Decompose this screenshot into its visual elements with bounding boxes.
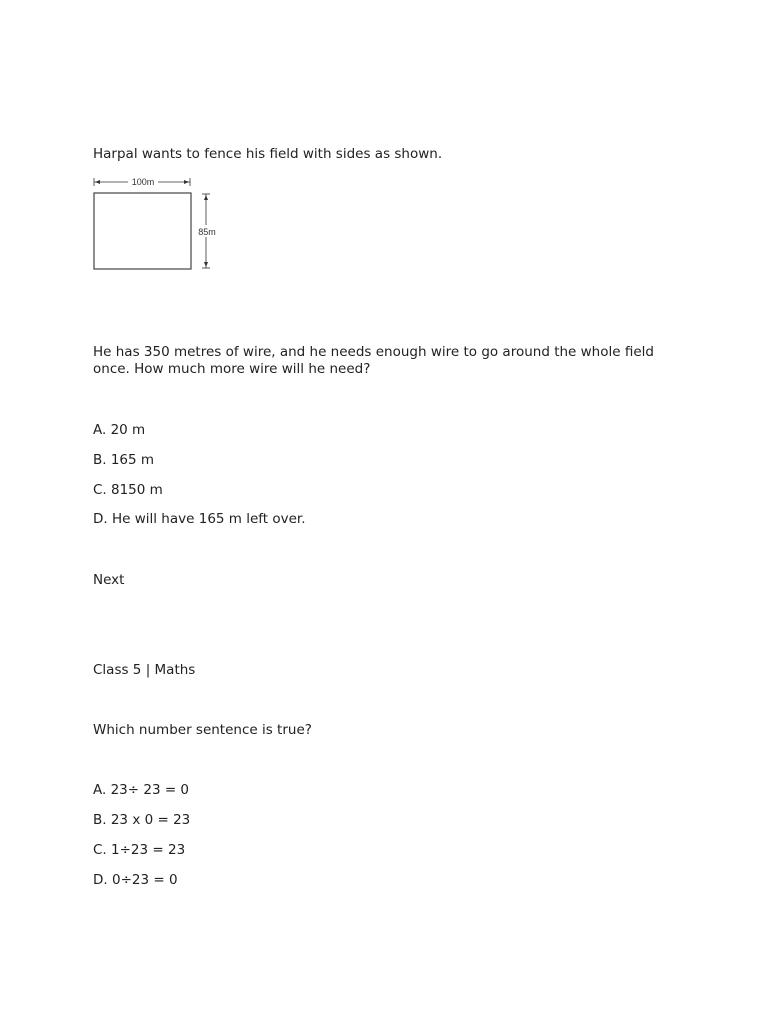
question1-option-d[interactable]: D. He will have 165 m left over. xyxy=(93,511,306,527)
width-label: 100m xyxy=(131,177,155,187)
question2-option-a[interactable]: A. 23÷ 23 = 0 xyxy=(93,782,190,798)
height-label: 85m xyxy=(198,227,216,237)
width-arrow-left xyxy=(95,180,100,184)
field-rectangle xyxy=(94,193,191,269)
question2-option-c[interactable]: C. 1÷23 = 23 xyxy=(93,842,186,858)
field-diagram xyxy=(88,172,228,276)
next-link[interactable]: Next xyxy=(93,572,125,588)
question2-option-d[interactable]: D. 0÷23 = 0 xyxy=(93,872,178,888)
field-rectangle-figure xyxy=(88,172,228,276)
question2-option-b[interactable]: B. 23 x 0 = 23 xyxy=(93,812,191,828)
question2-text: Which number sentence is true? xyxy=(93,722,312,738)
question1-option-a[interactable]: A. 20 m xyxy=(93,422,146,438)
width-arrow-right xyxy=(184,180,189,184)
height-arrow-top xyxy=(204,195,208,200)
question1-intro: Harpal wants to fence his field with sides as shown. xyxy=(93,146,443,162)
section-heading: Class 5 | Maths xyxy=(93,662,196,678)
question1-option-b[interactable]: B. 165 m xyxy=(93,452,155,468)
height-arrow-bottom xyxy=(204,262,208,267)
question1-text: He has 350 metres of wire, and he needs enough wire to go around the whole field once. How much more wire will he need? xyxy=(93,344,654,377)
question1-option-c[interactable]: C. 8150 m xyxy=(93,482,163,498)
